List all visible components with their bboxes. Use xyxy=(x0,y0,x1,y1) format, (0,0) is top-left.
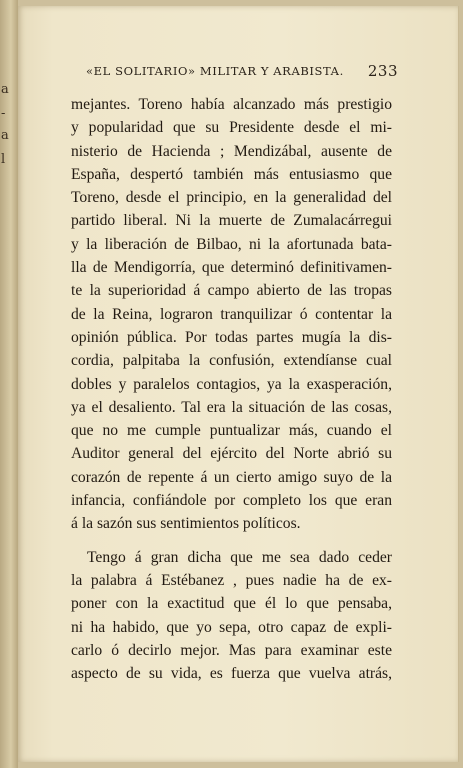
text-line: de la Reina, lograron tranquilizar ó contentar la xyxy=(71,305,392,323)
text-line: partido liberal. Ni la muerte de Zumalacárregui xyxy=(71,212,392,230)
text-line: Auditor general del ejército del Norte abrió su xyxy=(71,445,392,463)
text-line: nisterio de Hacienda ; Mendizábal, ausente de xyxy=(71,142,392,160)
prev-page-fragment: a xyxy=(1,128,9,143)
text-line: que no me cumple puntualizar más, cuando el xyxy=(71,422,392,440)
body-text xyxy=(71,93,392,685)
previous-page-edge xyxy=(0,0,14,768)
text-line: y popularidad que su Presidente desde el mi- xyxy=(71,119,392,137)
text-line: ya el desaliento. Tal era la situación de las cosas, xyxy=(71,398,392,416)
text-line: Toreno, desde el principio, en la generalidad del xyxy=(71,189,392,207)
text-line: España, despertó también más entusiasmo que xyxy=(71,165,392,183)
text-line: á la sazón sus sentimientos políticos. xyxy=(71,515,301,533)
text-line: mejantes. Toreno había alcanzado más prestigio xyxy=(71,96,392,113)
text-line: infancia, confiándole por completo los que eran xyxy=(71,492,392,510)
text-line: ni ha habido, que yo sepa, otro capaz de expli- xyxy=(71,618,392,636)
running-header xyxy=(86,64,398,78)
page-number: 233 xyxy=(367,62,398,80)
text-line: Tengo á gran dicha que me sea dado ceder xyxy=(87,548,392,566)
text-line: opinión pública. Por todas partes mugía la dis- xyxy=(71,328,392,346)
prev-page-fragment: a xyxy=(1,82,9,97)
running-title: «EL SOLITARIO» MILITAR Y ARABISTA. xyxy=(86,64,344,78)
prev-page-fragment: - xyxy=(1,106,6,121)
text-line: poner con la exactitud que él lo que pensaba, xyxy=(71,595,392,613)
text-line: carlo ó decirlo mejor. Mas para examinar este xyxy=(71,641,392,659)
text-line: lla de Mendigorría, que determinó definitivamen- xyxy=(71,259,392,277)
paragraph xyxy=(71,546,392,686)
prev-page-fragment: l xyxy=(1,152,6,167)
text-line: te la superioridad á campo abierto de las tropas xyxy=(71,282,392,300)
text-line: dobles y paralelos contagios, ya la exasperación, xyxy=(71,375,392,393)
paragraph xyxy=(71,93,392,536)
text-line: y la liberación de Bilbao, ni la afortunada bata- xyxy=(71,235,392,253)
text-line: corazón de repente á un cierto amigo suyo de la xyxy=(71,468,392,486)
book-page xyxy=(18,6,459,762)
text-line: aspecto de su vida, es fuerza que vuelva atrás, xyxy=(71,665,392,683)
text-line: la palabra á Estébanez , pues nadie ha de ex- xyxy=(71,571,392,589)
text-line: cordia, palpitaba la confusión, extendíanse cual xyxy=(71,352,392,370)
